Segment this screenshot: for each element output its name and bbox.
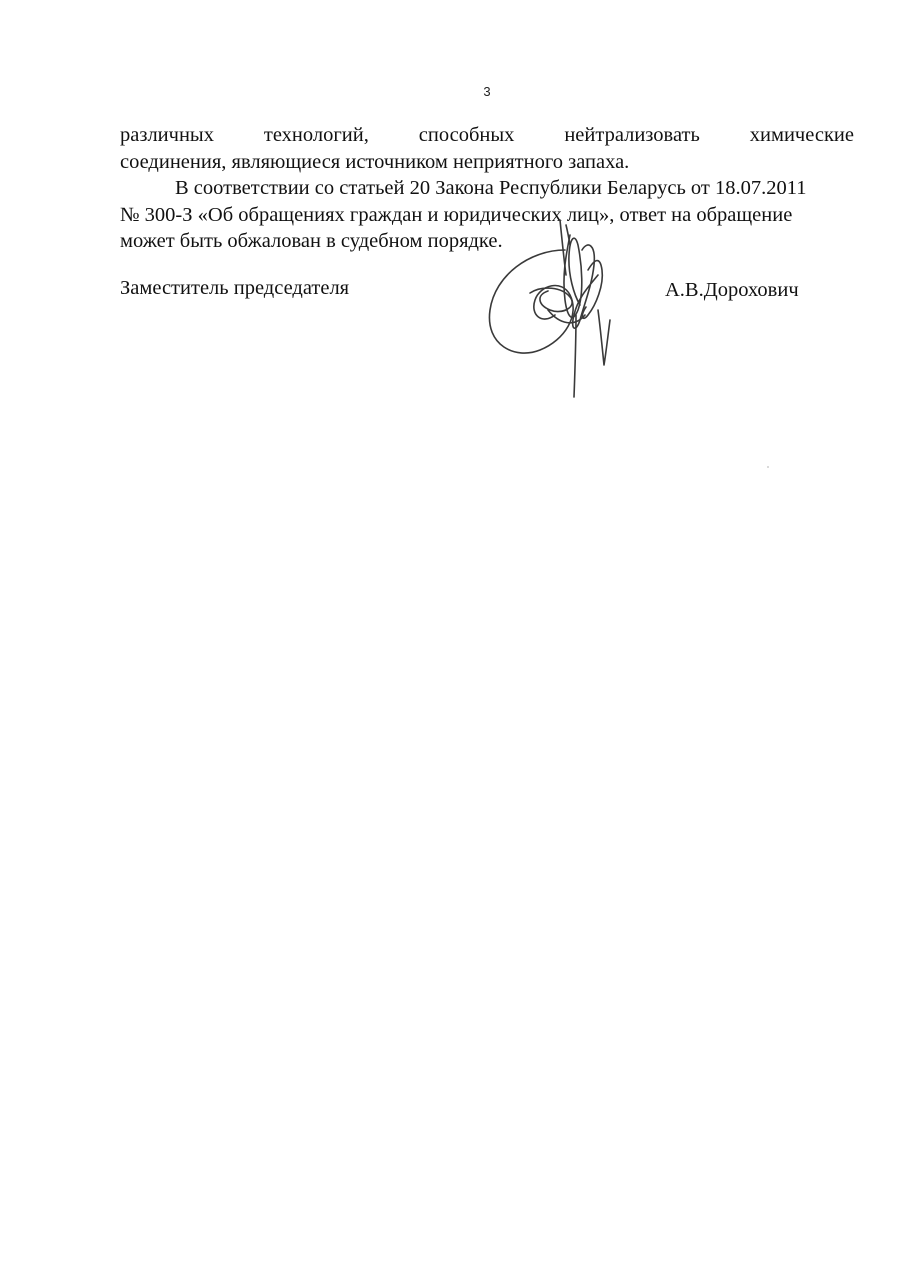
paragraph-1-line-1 — [120, 122, 854, 149]
signatory-name: А.В.Дорохович — [665, 279, 799, 301]
word: способных — [418, 124, 515, 146]
paragraph-2-line-2: № 300-З «Об обращениях граждан и юридических лиц», ответ на обращение — [120, 203, 793, 226]
handwritten-signature — [470, 215, 640, 410]
word: нейтрализовать — [564, 124, 700, 146]
paragraph-2-line-3: может быть обжалован в судебном порядке. — [120, 230, 503, 252]
scan-speck — [767, 466, 769, 468]
paragraph-2-line-1: В соответствии со статьей 20 Закона Республики Беларусь от 18.07.2011 — [175, 177, 807, 199]
paragraph-1-line-2: соединения, являющиеся источником неприятного запаха. — [120, 150, 630, 173]
word: химические — [749, 124, 854, 146]
page-number: 3 — [483, 84, 491, 99]
signatory-position: Заместитель председателя — [120, 277, 350, 299]
paragraph-1 — [120, 122, 854, 175]
word: технологий, — [263, 124, 369, 146]
word: различных — [120, 124, 214, 146]
